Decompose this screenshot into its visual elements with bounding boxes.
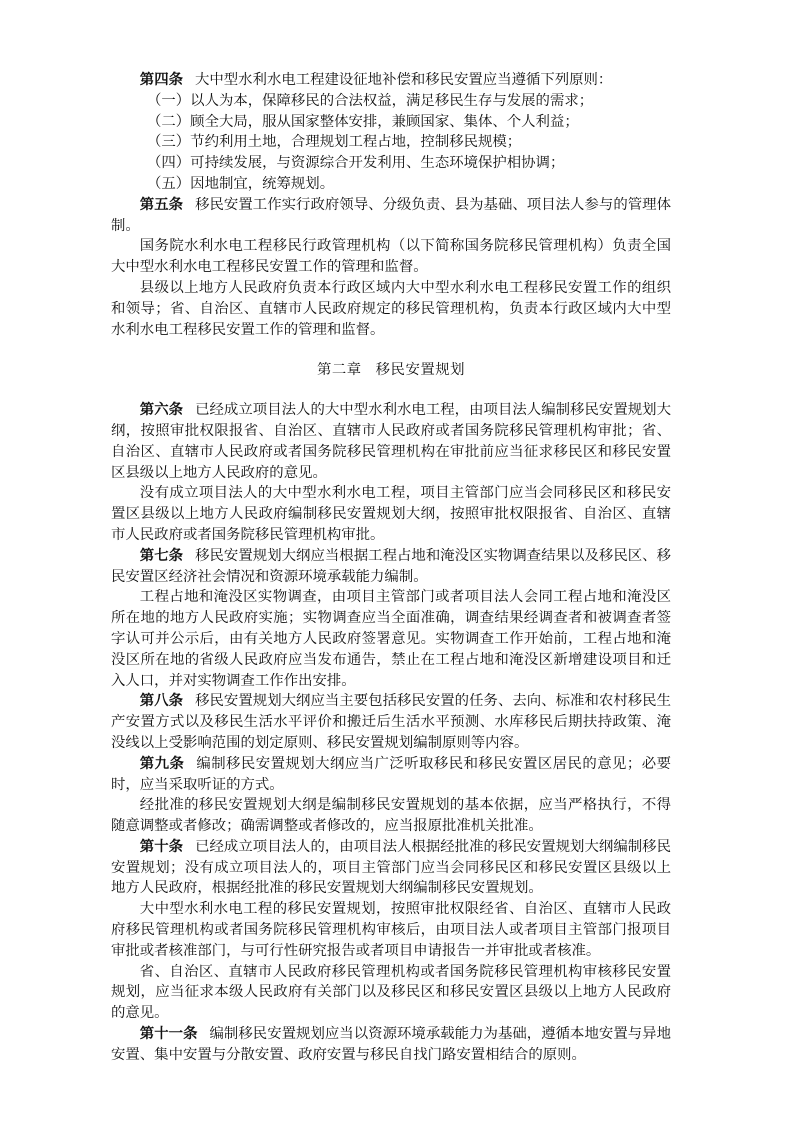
article-text: 移民安置规划大纲应当主要包括移民安置的任务、去向、标准和农村移民生产安置方式以及移民生活水平评价和搬迁后生活水平预测、水库移民后期扶持政策、淹没线以上受影响范围的划定原则、移民安置规划编制原则等内容。 [111, 693, 671, 751]
paragraph: 国务院水利水电工程移民行政管理机构（以下简称国务院移民管理机构）负责全国大中型水利水电工程移民安置工作的管理和监督。 [111, 238, 671, 276]
paragraph: 工程占地和淹没区实物调查，由项目主管部门或者项目法人会同工程占地和淹没区所在地的地方人民政府实施；实物调查应当全面准确，调查结果经调查者和被调查者签字认可并公示后，由有关地方人民政府签署意见。实物调查工作开始前，工程占地和淹没区所在地的省级人民政府应当发布通告，禁止在工程占地和淹没区新增建设项目和迁入人口，并对实物调查工作作出安排。 [111, 589, 671, 689]
article-11 [111, 1024, 671, 1066]
paragraph: 省、自治区、直辖市人民政府移民管理机构或者国务院移民管理机构审核移民安置规划，应当征求本级人民政府有关部门以及移民区和移民安置区县级以上地方人民政府的意见。 [111, 963, 671, 1022]
article-label: 第十条 [139, 837, 184, 855]
principle-item: （五）因地制宜，统筹规划。 [147, 175, 335, 192]
article-text: 已经成立项目法人的，由项目法人根据经批准的移民安置规划大纲编制移民安置规划；没有成立项目法人的，项目主管部门应当会同移民区和移民安置区县级以上地方人民政府，根据经批准的移民安置规划大纲编制移民安置规划。 [111, 838, 671, 897]
article-7 [111, 546, 671, 588]
article-label: 第八条 [139, 692, 184, 710]
article-9 [111, 754, 671, 796]
paragraph: 没有成立项目法人的大中型水利水电工程，项目主管部门应当会同移民区和移民安置区县级以上地方人民政府编制移民安置规划大纲，按照审批权限报省、自治区、直辖市人民政府或者国务院移民管理机构审批。 [111, 485, 671, 543]
article-text: 大中型水利水电工程建设征地补偿和移民安置应当遵循下列原则： [194, 72, 613, 88]
article-label: 第五条 [139, 195, 184, 213]
article-4 [111, 70, 671, 91]
principle-item: （四）可持续发展，与资源综合开发利用、生态环境保护相协调； [147, 155, 565, 172]
chapter-heading [111, 360, 671, 381]
article-label: 第四条 [139, 71, 183, 88]
article-text: 已经成立项目法人的大中型水利水电工程，由项目法人编制移民安置规划大纲，按照审批权限报省、自治区、直辖市人民政府或者国务院移民管理机构审批；省、自治区、直辖市人民政府或者国务院移民管理机构在审批前应当征求移民区和移民安置区县级以上地方人民政府的意见。 [111, 402, 671, 481]
article-8 [111, 691, 671, 753]
article-label: 第十一条 [139, 1025, 198, 1043]
principle-item: （一）以人为本，保障移民的合法权益，满足移民生存与发展的需求； [147, 92, 594, 109]
article-10 [111, 837, 671, 899]
article-text: 编制移民安置规划应当以资源环境承载能力为基础，遵循本地安置与异地安置、集中安置与分散安置、政府安置与移民自找门路安置相结合的原则。 [111, 1026, 671, 1063]
principle-item: （二）顾全大局，服从国家整体安排，兼顾国家、集体、个人利益； [147, 113, 579, 130]
paragraph: 经批准的移民安置规划大纲是编制移民安置规划的基本依据，应当严格执行，不得随意调整或者修改；确需调整或者修改的，应当报原批准机关批准。 [111, 797, 671, 835]
article-text: 移民安置规划大纲应当根据工程占地和淹没区实物调查结果以及移民区、移民安置区经济社会情况和资源环境承载能力编制。 [111, 547, 671, 585]
principle-item: （三）节约利用土地，合理规划工程占地，控制移民规模； [147, 134, 522, 151]
paragraph: 县级以上地方人民政府负责本行政区域内大中型水利水电工程移民安置工作的组织和领导；省、自治区、直辖市人民政府规定的移民管理机构，负责本行政区域内大中型水利水电工程移民安置工作的管理和监督。 [111, 279, 671, 338]
paragraph: 大中型水利水电工程的移民安置规划，按照审批权限经省、自治区、直辖市人民政府移民管理机构或者国务院移民管理机构审核后，由项目法人或者项目主管部门报项目审批或者核准部门，与可行性研究报告或者项目申请报告一并审批或者核准。 [111, 901, 671, 959]
article-5 [111, 195, 671, 237]
document-page [111, 70, 671, 1066]
chapter-number: 第二章 [316, 362, 362, 379]
chapter-title: 移民安置规划 [375, 362, 466, 379]
article-text: 编制移民安置规划大纲应当广泛听取移民和移民安置区居民的意见；必要时，应当采取听证的方式。 [111, 755, 671, 793]
article-text: 移民安置工作实行政府领导、分级负责、县为基础、项目法人参与的管理体制。 [111, 196, 671, 234]
article-6 [111, 400, 671, 483]
article-label: 第七条 [139, 546, 184, 564]
article-label: 第六条 [139, 401, 184, 419]
article-label: 第九条 [139, 754, 185, 772]
